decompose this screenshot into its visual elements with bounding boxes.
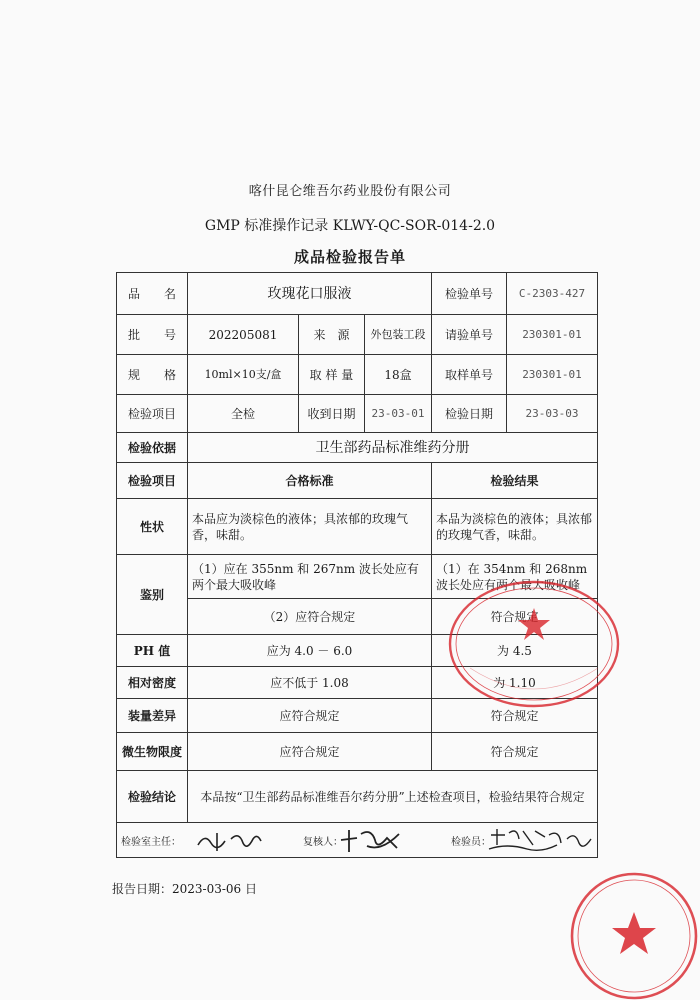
microbial-row [117, 733, 598, 771]
sample-qty-label: 取 样 量 [299, 355, 365, 395]
character-standard: 本品应为淡棕色的液体；具浓郁的玫瑰气香，味甜。 [188, 499, 432, 555]
gmp-record-code: GMP 标准操作记录 KLWY-QC-SOR-014-2.0 [204, 218, 496, 234]
col-result-header: 检验结果 [432, 463, 598, 499]
reviewer-signature [337, 826, 403, 856]
signature-row [117, 823, 598, 858]
request-no: 230301-01 [507, 315, 598, 355]
inspector-label: 检验员： [451, 837, 491, 848]
column-header-row [117, 463, 598, 499]
ph-standard: 应为 4.0 － 6.0 [188, 635, 432, 667]
ph-result: 为 4.5 [432, 635, 598, 667]
info-row-spec [117, 355, 598, 395]
sample-no: 230301-01 [507, 355, 598, 395]
density-result: 为 1.10 [432, 667, 598, 699]
item-value: 全检 [188, 395, 299, 433]
character-row [117, 499, 598, 555]
fill-variance-label: 装量差异 [117, 699, 188, 733]
distributor-seal-stamp [566, 868, 700, 1000]
identification-standard-2: （2）应符合规定 [188, 599, 432, 635]
company-name: 喀什昆仑维吾尔药业股份有限公司 [248, 184, 452, 199]
request-no-label: 请验单号 [432, 315, 507, 355]
test-date-label: 检验日期 [432, 395, 507, 433]
sample-qty: 18盒 [365, 355, 432, 395]
lab-director-label: 检验室主任： [121, 837, 181, 848]
col-standard-header: 合格标准 [188, 463, 432, 499]
character-result: 本品为淡棕色的液体；具浓郁的玫瑰气香，味甜。 [432, 499, 598, 555]
col-item-header: 检验项目 [117, 463, 188, 499]
inspector-signature [487, 825, 595, 855]
product-label: 品 名 [117, 273, 188, 315]
identification-result-2: 符合规定 [432, 599, 598, 635]
conclusion-row [117, 771, 598, 823]
basis-label: 检验依据 [117, 433, 188, 463]
source-value: 外包装工段 [365, 315, 432, 355]
identification-result-1: （1）在 354nm 和 268nm 波长处应有两个最大吸收峰 [432, 555, 598, 599]
test-date: 23-03-03 [507, 395, 598, 433]
conclusion-label: 检验结论 [117, 771, 188, 823]
page-title: 成品检验报告单 [293, 248, 406, 266]
fill-variance-standard: 应符合规定 [188, 699, 432, 733]
basis-row [117, 433, 598, 463]
sample-no-label: 取样单号 [432, 355, 507, 395]
spec-value: 10ml×10支/盒 [188, 355, 299, 395]
density-label: 相对密度 [117, 667, 188, 699]
basis-value: 卫生部药品标准维药分册 [188, 433, 598, 463]
identification-label: 鉴别 [117, 555, 188, 635]
ph-label: PH 值 [117, 635, 188, 667]
microbial-result: 符合规定 [432, 733, 598, 771]
microbial-standard: 应符合规定 [188, 733, 432, 771]
inspection-report-table [116, 272, 598, 858]
info-row-batch [117, 315, 598, 355]
microbial-label: 微生物限度 [117, 733, 188, 771]
character-label: 性状 [117, 499, 188, 555]
inspection-no: C-2303-427 [507, 273, 598, 315]
info-row-dates [117, 395, 598, 433]
conclusion-text: 本品按“卫生部药品标准维吾尔药分册”上述检查项目，检验结果符合规定 [188, 771, 598, 823]
info-row-product [117, 273, 598, 315]
quality-seal-stamp [446, 578, 622, 710]
product-name: 玫瑰花口服液 [188, 273, 432, 315]
batch-label: 批 号 [117, 315, 188, 355]
spec-label: 规 格 [117, 355, 188, 395]
item-label: 检验项目 [117, 395, 188, 433]
lab-director-signature [195, 827, 265, 855]
reviewer-label: 复核人： [303, 837, 343, 848]
identification-standard-1: （1）应在 355nm 和 267nm 波长处应有两个最大吸收峰 [188, 555, 432, 599]
inspection-no-label: 检验单号 [432, 273, 507, 315]
report-date: 报告日期：2023-03-06 日 [112, 882, 258, 896]
density-standard: 应不低于 1.08 [188, 667, 432, 699]
fill-variance-result: 符合规定 [432, 699, 598, 733]
received-date: 23-03-01 [365, 395, 432, 433]
source-label: 来 源 [299, 315, 365, 355]
batch-number: 202205081 [188, 315, 299, 355]
signature-cell [117, 823, 598, 858]
received-label: 收到日期 [299, 395, 365, 433]
